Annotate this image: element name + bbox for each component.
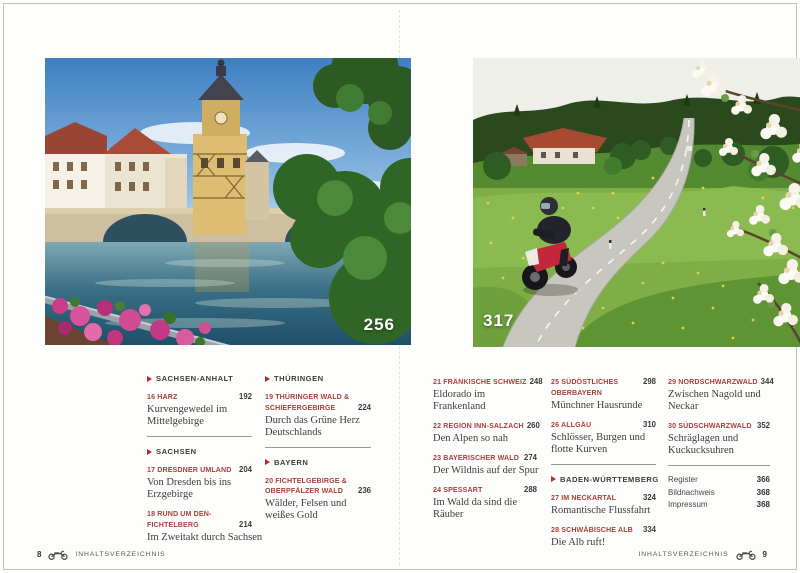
route-description: Frankenland — [433, 401, 486, 412]
toc-column-left-2 — [265, 373, 371, 530]
toc-column-right-2 — [551, 373, 659, 557]
route-page-number: 224 — [357, 402, 371, 412]
toc-column-left-1 — [147, 373, 263, 552]
route-title: SCHIEFERGEBIRGE — [265, 403, 336, 412]
route-description: Eldorado im — [433, 389, 486, 400]
route-title: 25 SÜDÖSTLICHES — [551, 378, 619, 386]
backmatter-page-number: 368 — [756, 500, 770, 509]
page-number: 9 — [762, 550, 767, 559]
left-photo-scene — [45, 58, 411, 345]
route-title: 24 SPESSART — [433, 486, 483, 494]
route-description: Durch das Grüne Herz — [265, 414, 360, 426]
backmatter-page-number: 366 — [756, 475, 770, 484]
route-page-number: 344 — [760, 377, 774, 386]
toc-entry-fichtelgebirge — [265, 476, 371, 523]
page-number: 8 — [37, 550, 42, 559]
toc-entry-fraenkische-schweiz — [433, 377, 543, 413]
section-arrow-icon — [147, 376, 152, 382]
section-header-sachsen-anhalt — [147, 374, 252, 383]
route-page-number: 248 — [529, 377, 543, 386]
section-arrow-icon — [265, 376, 270, 382]
backmatter-label: Register — [668, 475, 698, 484]
route-page-number: 324 — [642, 492, 656, 502]
route-description: Den Alpen so nah — [433, 433, 508, 444]
toc-entry-suedschwarzwald — [668, 421, 770, 457]
toc-entry-dresdner-umland — [147, 465, 252, 501]
section-label: SACHSEN — [156, 447, 197, 456]
route-title: OBERPFÄLZER WALD — [265, 487, 343, 495]
section-header-baden-wuerttemberg — [551, 474, 659, 484]
route-title: OBERBAYERN — [551, 388, 602, 397]
section-header-bayern — [265, 458, 371, 467]
route-title: 18 RUND UM DEN- — [147, 510, 212, 518]
route-page-number: 204 — [238, 465, 252, 474]
route-description: Im Wald da sind die — [433, 497, 518, 508]
route-description: Wälder, Felsen und — [265, 498, 347, 509]
toc-column-right-1 — [433, 373, 543, 529]
backmatter-register — [668, 474, 770, 487]
route-description: weißes Gold — [265, 510, 318, 521]
toc-entry-suedoestliches-oberbayern — [551, 377, 656, 412]
toc-entry-fichtelberg — [147, 509, 263, 544]
backmatter-label: Bildnachweis — [668, 487, 715, 497]
route-title: 17 DRESDNER UMLAND — [147, 466, 232, 474]
section-header-sachsen — [147, 447, 252, 456]
backmatter-page-number: 368 — [756, 487, 770, 497]
route-description: Die Alb ruft! — [551, 536, 606, 548]
route-description: Der Wildnis auf der Spur — [433, 465, 539, 476]
route-description: Münchner Hausrunde — [551, 399, 643, 411]
toc-entry-thueringer-wald — [265, 392, 371, 439]
backmatter-bildnachweis — [668, 487, 770, 500]
route-title: 22 REGION INN-SALZACH — [433, 422, 524, 430]
route-description: Deutschlands — [265, 426, 322, 438]
route-title: FICHTELBERG — [147, 520, 199, 529]
backmatter-label: Impressum — [668, 500, 708, 509]
section-label: SACHSEN-ANHALT — [156, 374, 234, 383]
route-page-number: 288 — [523, 485, 537, 494]
divider — [147, 436, 252, 437]
route-title: 21 FRÄNKISCHE SCHWEIZ — [433, 378, 527, 386]
footer-right — [638, 549, 767, 560]
motorcycle-icon — [735, 549, 757, 560]
toc-entry-schwaebische-alb — [551, 525, 656, 549]
toc-entry-region-inn-salzach — [433, 421, 540, 445]
toc-entry-im-neckartal — [551, 493, 656, 517]
route-description: Kuckucksuhren — [668, 445, 734, 456]
route-title: 26 ALLGÄU — [551, 420, 592, 429]
route-title: 28 SCHWÄBISCHE ALB — [551, 525, 633, 534]
toc-entry-harz — [147, 392, 252, 428]
route-description: Romantische Flussfahrt — [551, 504, 651, 516]
route-description: Von Dresden bis ins — [147, 477, 232, 488]
route-page-number: 260 — [526, 421, 540, 430]
photo-bamberg-old-town-hall — [45, 58, 411, 345]
divider — [265, 447, 371, 448]
route-description: Neckar — [668, 401, 699, 412]
route-page-number: 274 — [523, 453, 537, 462]
motorcycle-icon — [47, 549, 69, 560]
section-arrow-icon — [147, 449, 152, 455]
divider — [551, 464, 656, 465]
route-description: Räuber — [433, 509, 464, 520]
route-description: Schräglagen und — [668, 433, 739, 444]
toc-column-right-3 — [668, 373, 774, 512]
route-page-number: 236 — [357, 486, 371, 495]
footer-label: INHALTSVERZEICHNIS — [638, 551, 729, 558]
route-title: 19 THÜRINGER WALD & — [265, 393, 350, 401]
route-description: flotte Kurven — [551, 443, 608, 455]
section-header-thueringen — [265, 374, 371, 383]
right-photo-scene — [473, 58, 800, 347]
footer-label: INHALTSVERZEICHNIS — [75, 551, 166, 558]
section-label: BADEN-WÜRTTEMBERG — [560, 474, 659, 484]
route-description: Mittelgebirge — [147, 416, 204, 427]
route-page-number: 214 — [238, 519, 252, 529]
photo-page-reference: 317 — [483, 311, 515, 330]
route-page-number: 298 — [642, 377, 656, 386]
route-title: 16 HARZ — [147, 393, 178, 401]
route-page-number: 192 — [238, 392, 252, 401]
route-title: 29 NORDSCHWARZWALD — [668, 378, 758, 386]
route-description: Schlösser, Burgen und — [551, 431, 646, 443]
photo-motorcyclist-country-road — [473, 58, 800, 347]
route-description: Erzgebirge — [147, 489, 193, 500]
section-arrow-icon — [551, 476, 556, 482]
section-label: BAYERN — [274, 457, 309, 467]
route-title: 27 IM NECKARTAL — [551, 493, 617, 502]
route-title: 20 FICHTELGEBIRGE & — [265, 476, 347, 485]
photo-page-reference: 256 — [363, 315, 395, 334]
toc-entry-bayerischer-wald — [433, 453, 537, 477]
section-label: THÜRINGEN — [274, 374, 324, 383]
section-arrow-icon — [265, 459, 270, 465]
route-page-number: 334 — [642, 524, 656, 534]
route-description: Im Zweitakt durch Sachsen — [147, 531, 263, 543]
route-description: Zwischen Nagold und — [668, 389, 761, 400]
route-page-number: 352 — [756, 421, 770, 430]
toc-entry-allgaeu — [551, 420, 656, 456]
divider — [668, 465, 770, 466]
backmatter-impressum — [668, 499, 770, 512]
route-title: 23 BAYERISCHER WALD — [433, 454, 519, 462]
footer-left — [37, 549, 166, 560]
route-page-number: 310 — [642, 419, 656, 429]
route-description: Kurvengewedel im — [147, 404, 228, 415]
toc-entry-nordschwarzwald — [668, 377, 774, 413]
route-title: 30 SÜDSCHWARZWALD — [668, 422, 752, 430]
toc-entry-spessart — [433, 485, 537, 521]
